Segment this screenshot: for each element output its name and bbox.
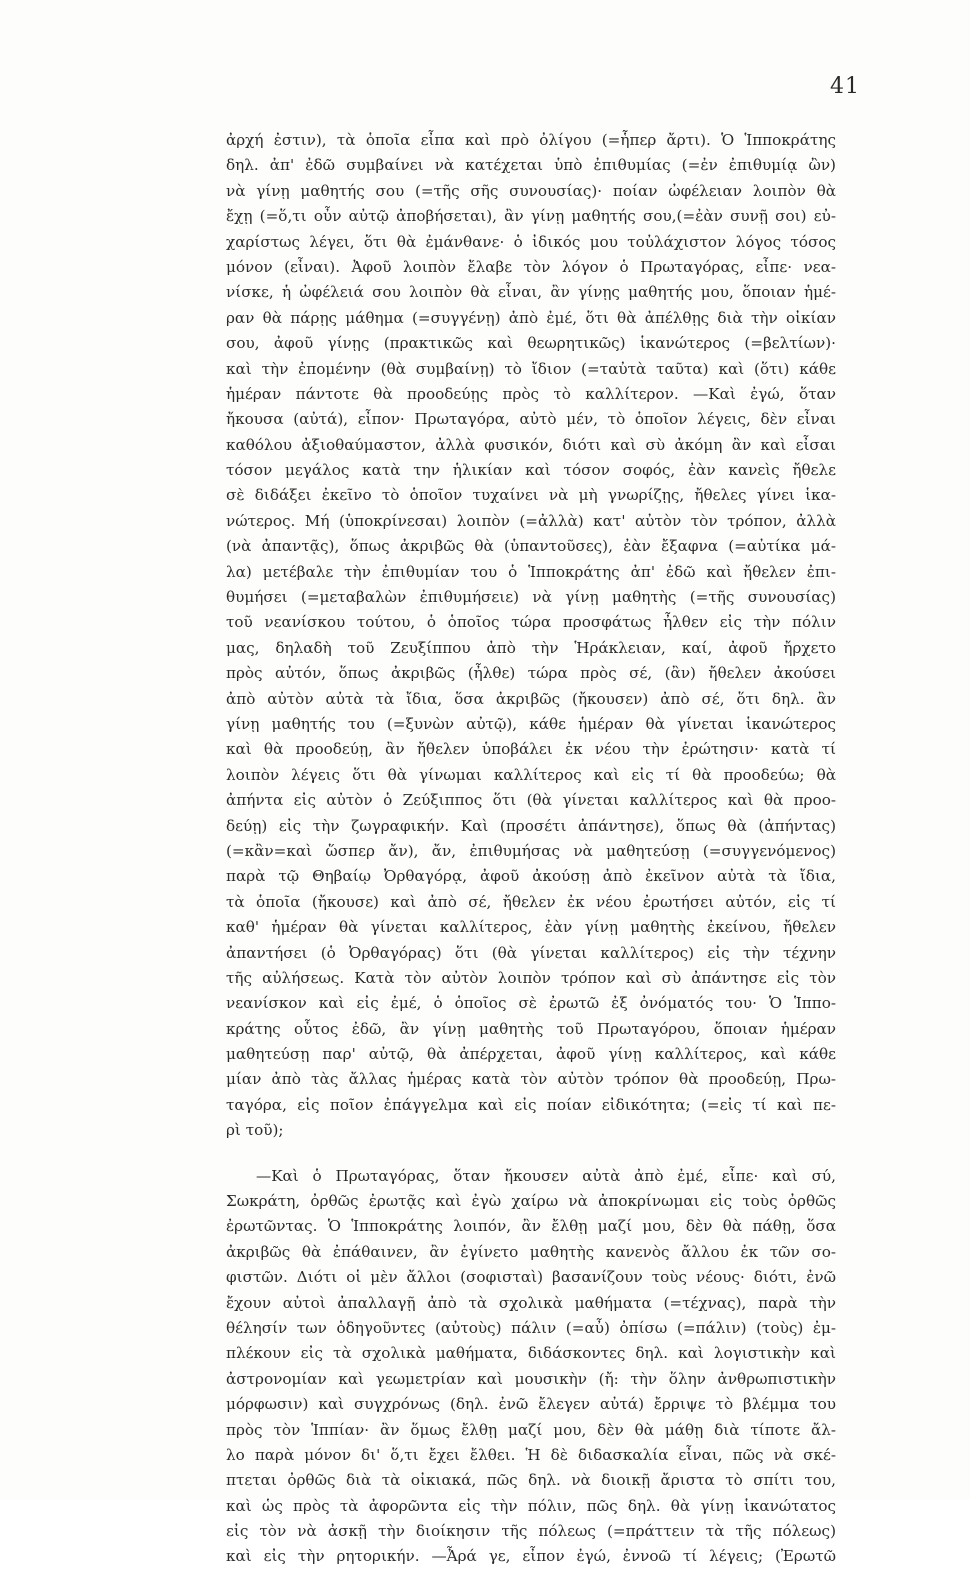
text-line: (νὰ ἀπαντᾷς), ὅπως ἀκριβῶς θὰ (ὑπαντοῦσες), ἐὰν ἔξαφνα (=αὐτίκα μά- [226, 537, 836, 556]
text-line: πτεται ὀρθῶς διὰ τὰ οἰκιακά, πῶς δηλ. νὰ διοικῇ ἄριστα τὸ σπίτι του, [226, 1471, 836, 1490]
text-line: ραν θὰ πάρῃς μάθημα (=συγγένῃ) ἀπὸ ἐμέ, ὅτι θὰ ἀπέλθῃς διὰ τὴν οἰκίαν [226, 308, 836, 327]
text-line: ἀπαντήσει (ὁ Ὀρθαγόρας) ὅτι (θὰ γίνεται καλλίτερος) εἰς τὴν τέχνην [226, 943, 836, 962]
text-line: μίαν ἀπὸ τὰς ἄλλας ἡμέρας κατὰ τὸν αὐτὸν τρόπον θὰ προοδεύῃ, Πρω- [226, 1070, 836, 1089]
text-line: —Καὶ ὁ Πρωταγόρας, ὅταν ἤκουσεν αὐτὰ ἀπὸ ἐμέ, εἶπε· καὶ σύ, [256, 1166, 836, 1185]
text-line: ταγόρα, εἰς ποῖον ἐπάγγελμα καὶ εἰς ποίαν εἰδικότητα; (=εἰς τί καὶ πε- [226, 1095, 836, 1114]
paragraph-1 [226, 128, 836, 1144]
text-line: ἀπὸ αὐτὸν αὐτὰ τὰ ἴδια, ὅσα ἀκριβῶς (ἤκουσεν) ἀπὸ σέ, ὅτι δηλ. ἂν [226, 689, 836, 708]
text-line: μόνον (εἶναι). Ἀφοῦ λοιπὸν ἔλαβε τὸν λόγον ὁ Πρωταγόρας, εἶπε· νεα- [226, 257, 836, 276]
text-line: θυμήσει (=μεταβαλὼν ἐπιθυμήσειε) νὰ γίνῃ μαθητὴς (=τῆς συνουσίας) [226, 588, 836, 607]
text-line: ρὶ τοῦ); [226, 1121, 284, 1140]
text-line: μαθητεύσῃ παρ' αὐτῷ, θὰ ἀπέρχεται, ἀφοῦ γίνῃ καλλίτερος, καὶ κάθε [226, 1045, 836, 1064]
text-line: δηλ. ἀπ' ἐδῶ συμβαίνει νὰ κατέχεται ὑπὸ ἐπιθυμίας (=ἐν ἐπιθυμίᾳ ὢν) [226, 156, 836, 175]
text-line: καθ' ἡμέραν θὰ γίνεται καλλίτερος, ἐὰν γίνῃ μαθητὴς ἐκείνου, ἤθελεν [226, 918, 836, 937]
text-line: τοῦ νεανίσκου τούτου, ὁ ὁποῖος τώρα προσφάτως ἦλθεν εἰς τὴν πόλιν [226, 613, 836, 632]
text-line: σὲ διδάξει ἐκεῖνο τὸ ὁποῖον τυχαίνει νὰ μὴ γνωρίζῃς, ἤθελες γίνει ἱκα- [226, 486, 836, 505]
text-line: νώτερος. Μή (ὑποκρίνεσαι) λοιπὸν (=ἀλλὰ) κατ' αὐτὸν τὸν τρόπον, ἀλλὰ [226, 511, 836, 530]
text-line: ἀστρονομίαν καὶ γεωμετρίαν καὶ μουσικὴν (ἤ: τὴν ὅλην ἀνθρωπιστικὴν [226, 1369, 836, 1388]
text-line: καὶ θὰ προοδεύῃ, ἂν ἤθελεν ὑποβάλει ἐκ νέου τὴν ἐρώτησιν· κατὰ τί [226, 740, 836, 759]
text-line: καὶ τὴν ἐπομένην (θὰ συμβαίνῃ) τὸ ἴδιον (=ταὐτὰ ταῦτα) καὶ (ὅτι) κάθε [226, 359, 836, 378]
text-line: μας, δηλαδὴ τοῦ Ζευξίππου ἀπὸ τὴν Ἡράκλειαν, καί, ἀφοῦ ἤρχετο [226, 638, 836, 657]
text-line: γίνῃ μαθητής του (=ξυνὼν αὐτῷ), κάθε ἡμέραν θὰ γίνεται ἱκανώτερος [226, 714, 836, 733]
text-line: (=κἂν=καὶ ὥσπερ ἄν), ἄν, ἐπιθυμήσας νὰ μαθητεύσῃ (=συγγενόμενος) [226, 841, 836, 860]
text-line: τόσον μεγάλος κατὰ την ἡλικίαν καὶ τόσον σοφός, ἐὰν κανεὶς ἤθελε [226, 461, 836, 480]
text-line: ἐρωτῶντας. Ὁ Ἱπποκράτης λοιπόν, ἂν ἔλθῃ μαζί μου, δὲν θὰ πάθῃ, ὅσα [226, 1217, 836, 1236]
text-line: καὶ ὡς πρὸς τὰ ἀφορῶντα εἰς τὴν πόλιν, πῶς δηλ. θὰ γίνῃ ἱκανώτατος [226, 1496, 836, 1515]
text-line: ἀπήντα εἰς αὐτὸν ὁ Ζεύξιππος ὅτι (θὰ γίνεται καλλίτερος καὶ θὰ προο- [226, 791, 836, 810]
text-line: κράτης οὗτος ἐδῶ, ἂν γίνῃ μαθητὴς τοῦ Πρωταγόρου, ὅποιαν ἡμέραν [226, 1019, 836, 1038]
text-line: δεύῃ) εἰς τὴν ζωγραφικήν. Καὶ (προσέτι ἀπάντησε), ὅπως θὰ (ἀπήντας) [226, 816, 836, 835]
text-line: ἡμέραν πάντοτε θὰ προοδεύῃς πρὸς τὸ καλλίτερον. —Καὶ ἐγώ, ὅταν [226, 384, 836, 403]
body-text [226, 128, 836, 1570]
text-line: θέλησίν των ὁδηγοῦντες (αὐτοὺς) πάλιν (=αὖ) ὀπίσω (=πάλιν) (τοὺς) ἐμ- [226, 1318, 836, 1337]
page-number: 41 [830, 74, 860, 99]
paragraph-2 [226, 1164, 836, 1570]
text-line: ἔχῃ (=ὅ,τι οὖν αὐτῷ ἀποβήσεται), ἂν γίνῃ μαθητής σου,(=ἐὰν συνῇ σοι) εὐ- [226, 207, 836, 226]
text-line: μόρφωσιν) καὶ συγχρόνως (δηλ. ἐνῶ ἔλεγεν αὐτά) ἔρριψε τὸ βλέμμα του [226, 1395, 836, 1414]
text-line: ἤκουσα (αὐτά), εἶπον· Πρωταγόρα, αὐτὸ μέν, τὸ ὁποῖον λέγεις, δὲν εἶναι [226, 410, 836, 429]
paragraph-gap [226, 1144, 836, 1164]
text-line: νίσκε, ἡ ὠφέλειά σου λοιπὸν θὰ εἶναι, ἂν γίνῃς μαθητής μου, ὅποιαν ἡμέ- [226, 283, 836, 302]
text-line: Σωκράτη, ὀρθῶς ἐρωτᾷς καὶ ἐγὼ χαίρω νὰ ἀποκρίνωμαι εἰς τοὺς ὀρθῶς [226, 1192, 836, 1211]
text-line: φιστῶν. Διότι οἱ μὲν ἄλλοι (σοφισταὶ) βασανίζουν τοὺς νέους· διότι, ἐνῶ [226, 1268, 836, 1287]
text-line: πρὸς αὐτόν, ὅπως ἀκριβῶς (ἦλθε) τώρα πρὸς σέ, (ἂν) ἤθελεν ἀκούσει [226, 664, 836, 683]
text-line: σου, ἀφοῦ γίνῃς (πρακτικῶς καὶ θεωρητικῶς) ἱκανώτερος (=βελτίων)· [226, 334, 836, 353]
text-line: ἔχουν αὐτοὶ ἀπαλλαγῇ ἀπὸ τὰ σχολικὰ μαθήματα (=τέχνας), παρὰ τὴν [226, 1293, 836, 1312]
text-line: καθόλου ἀξιοθαύμαστον, ἀλλὰ φυσικόν, διότι καὶ σὺ ἀκόμη ἂν καὶ εἶσαι [226, 435, 836, 454]
text-line: λο παρὰ μόνον δι' ὅ,τι ἔχει ἔλθει. Ἡ δὲ διδασκαλία εἶναι, πῶς νὰ σκέ- [226, 1445, 836, 1464]
text-line: τῆς αὐλήσεως. Κατὰ τὸν αὐτὸν λοιπὸν τρόπον καὶ σὺ ἀπάντησε εἰς τὸν [226, 968, 836, 987]
text-line: πλέκουν εἰς τὰ σχολικὰ μαθήματα, διδάσκοντες δηλ. καὶ λογιστικὴν καὶ [226, 1344, 836, 1363]
text-line: λα) μετέβαλε τὴν ἐπιθυμίαν του ὁ Ἱπποκράτης ἀπ' ἐδῶ καὶ ἤθελεν ἐπι- [226, 562, 836, 581]
text-line: νεανίσκον καὶ εἰς ἐμέ, ὁ ὁποῖος σὲ ἐρωτῶ ἐξ ὀνόματός του· Ὁ Ἱππο- [226, 994, 836, 1013]
text-line: τὰ ὁποῖα (ἤκουσε) καὶ ἀπὸ σέ, ἤθελεν ἐκ νέου ἐρωτήσει αὐτόν, εἰς τί [226, 892, 836, 911]
text-line: παρὰ τῷ Θηβαίῳ Ὀρθαγόρᾳ, ἀφοῦ ἀκούσῃ ἀπὸ ἐκεῖνον αὐτὰ τὰ ἴδια, [226, 867, 836, 886]
text-line: ἀκριβῶς θὰ ἐπάθαινεν, ἂν ἐγίνετο μαθητὴς κανενὸς ἄλλου ἐκ τῶν σο- [226, 1242, 836, 1261]
text-line: λοιπὸν λέγεις ὅτι θὰ γίνωμαι καλλίτερος καὶ εἰς τί θὰ προοδεύω; θὰ [226, 765, 836, 784]
text-line: πρὸς τὸν Ἱππίαν· ἂν ὅμως ἔλθῃ μαζί μου, δὲν θὰ μάθῃ διὰ τίποτε ἄλ- [226, 1420, 836, 1439]
text-line: χαρίστως λέγει, ὅτι θὰ ἐμάνθανε· ὁ ἰδικός μου τοὐλάχιστον λόγος τόσος [226, 232, 836, 251]
text-line: καὶ εἰς τὴν ρητορικήν. —Ἆρά γε, εἶπον ἐγώ, ἐννοῶ τί λέγεις; (Ἐρωτῶ [226, 1547, 836, 1566]
text-line: νὰ γίνῃ μαθητής σου (=τῆς σῆς συνουσίας)· ποίαν ὠφέλειαν λοιπὸν θὰ [226, 181, 836, 200]
text-line: εἰς τὸν νὰ ἀσκῇ τὴν διοίκησιν τῆς πόλεως (=πράττειν τὰ τῆς πόλεως) [226, 1522, 836, 1541]
text-line: ἀρχή ἐστιν), τὰ ὁποῖα εἶπα καὶ πρὸ ὀλίγου (=ἧπερ ἄρτι). Ὁ Ἱπποκράτης [226, 131, 836, 149]
